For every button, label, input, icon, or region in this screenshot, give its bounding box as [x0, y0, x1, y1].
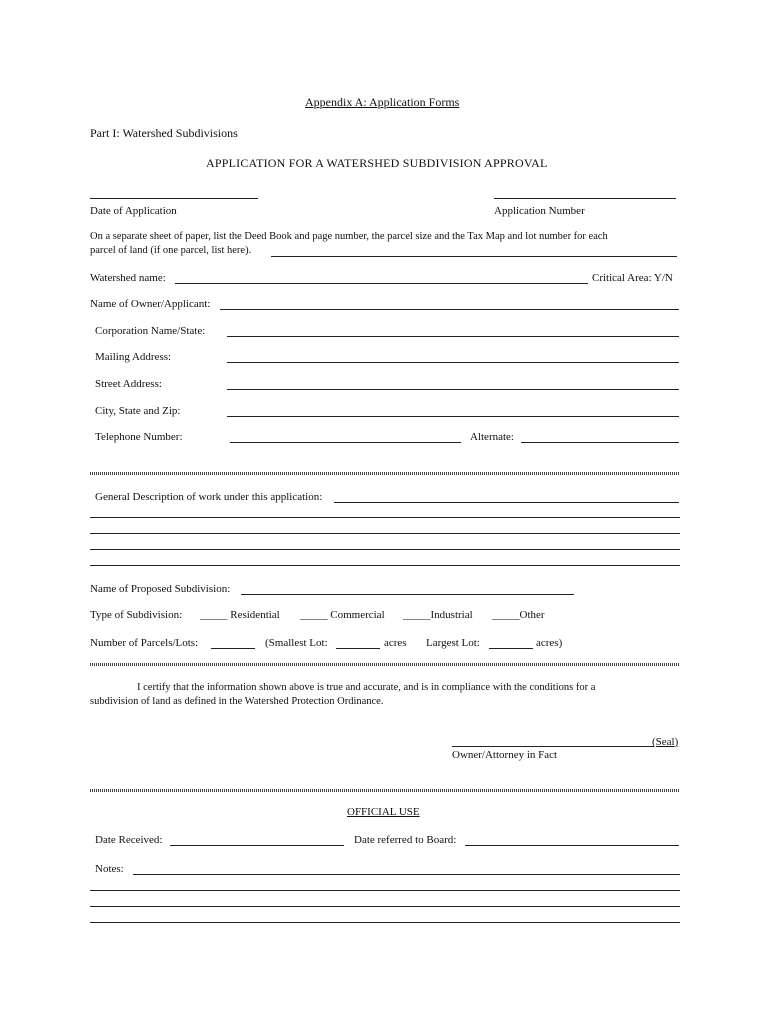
largest-acres-label: acres)	[536, 637, 563, 649]
mailing-address-label: Mailing Address:	[95, 351, 172, 363]
corporation-field[interactable]	[227, 336, 679, 337]
instructions-line-1: On a separate sheet of paper, list the Deed Book and page number, the parcel size and the Tax Map and lot number for each	[90, 231, 608, 242]
parcel-info-field[interactable]	[271, 256, 677, 257]
owner-attorney-label: Owner/Attorney in Fact	[452, 749, 558, 761]
largest-lot-label: Largest Lot:	[426, 637, 480, 649]
street-address-field[interactable]	[227, 389, 679, 390]
subdivision-name-label: Name of Proposed Subdivision:	[90, 583, 231, 595]
smallest-acres-label: acres	[384, 637, 407, 649]
corporation-label: Corporation Name/State:	[95, 325, 206, 337]
description-line[interactable]	[90, 517, 680, 518]
date-of-application-field[interactable]	[90, 198, 258, 199]
type-other-option[interactable]: _____Other	[492, 609, 545, 621]
date-received-label: Date Received:	[95, 834, 163, 846]
date-referred-label: Date referred to Board:	[354, 834, 457, 846]
parcels-label: Number of Parcels/Lots:	[90, 637, 199, 649]
notes-label: Notes:	[95, 863, 124, 875]
part-title: Part I: Watershed Subdivisions	[90, 126, 238, 140]
subdivision-name-field[interactable]	[241, 594, 574, 595]
telephone-field[interactable]	[230, 442, 461, 443]
owner-applicant-label: Name of Owner/Applicant:	[90, 298, 211, 310]
application-number-label: Application Number	[494, 205, 585, 217]
city-state-zip-field[interactable]	[227, 416, 679, 417]
application-number-field[interactable]	[494, 198, 676, 199]
section-divider	[90, 789, 680, 792]
notes-line[interactable]	[90, 922, 680, 923]
owner-applicant-field[interactable]	[220, 309, 679, 310]
form-title: APPLICATION FOR A WATERSHED SUBDIVISION APPROVAL	[206, 156, 548, 170]
description-line[interactable]	[90, 549, 680, 550]
type-residential-option[interactable]: _____ Residential	[200, 609, 280, 621]
city-state-zip-label: City, State and Zip:	[95, 405, 181, 417]
date-referred-field[interactable]	[465, 845, 679, 846]
parcels-field[interactable]	[211, 648, 255, 649]
description-label: General Description of work under this application:	[95, 491, 323, 503]
seal-label: (Seal)	[652, 736, 679, 748]
telephone-label: Telephone Number:	[95, 431, 183, 443]
certification-line-2: subdivision of land as defined in the Watershed Protection Ordinance.	[90, 696, 384, 707]
section-divider	[90, 663, 680, 666]
section-divider	[90, 472, 680, 475]
watershed-name-label: Watershed name:	[90, 272, 166, 284]
alternate-field[interactable]	[521, 442, 679, 443]
certification-line-1: I certify that the information shown above is true and accurate, and is in compliance with the conditions for a	[137, 682, 596, 693]
description-field[interactable]	[334, 502, 679, 503]
street-address-label: Street Address:	[95, 378, 162, 390]
signature-field[interactable]	[452, 746, 654, 747]
description-line[interactable]	[90, 565, 680, 566]
largest-lot-field[interactable]	[489, 648, 533, 649]
description-line[interactable]	[90, 533, 680, 534]
alternate-label: Alternate:	[470, 431, 514, 443]
appendix-title: Appendix A: Application Forms	[305, 95, 460, 109]
mailing-address-field[interactable]	[227, 362, 679, 363]
smallest-lot-field[interactable]	[336, 648, 380, 649]
notes-line[interactable]	[90, 890, 680, 891]
instructions-line-2: parcel of land (if one parcel, list here).	[90, 245, 252, 256]
date-of-application-label: Date of Application	[90, 205, 177, 217]
date-received-field[interactable]	[170, 845, 344, 846]
subdivision-type-label: Type of Subdivision:	[90, 609, 183, 621]
type-commercial-option[interactable]: _____ Commercial	[300, 609, 385, 621]
smallest-lot-label: (Smallest Lot:	[265, 637, 328, 649]
notes-line[interactable]	[90, 906, 680, 907]
watershed-name-field[interactable]	[175, 283, 588, 284]
critical-area-label: Critical Area: Y/N	[592, 272, 673, 284]
notes-field[interactable]	[133, 874, 680, 875]
type-industrial-option[interactable]: _____Industrial	[403, 609, 473, 621]
official-use-title: OFFICIAL USE	[347, 806, 420, 818]
